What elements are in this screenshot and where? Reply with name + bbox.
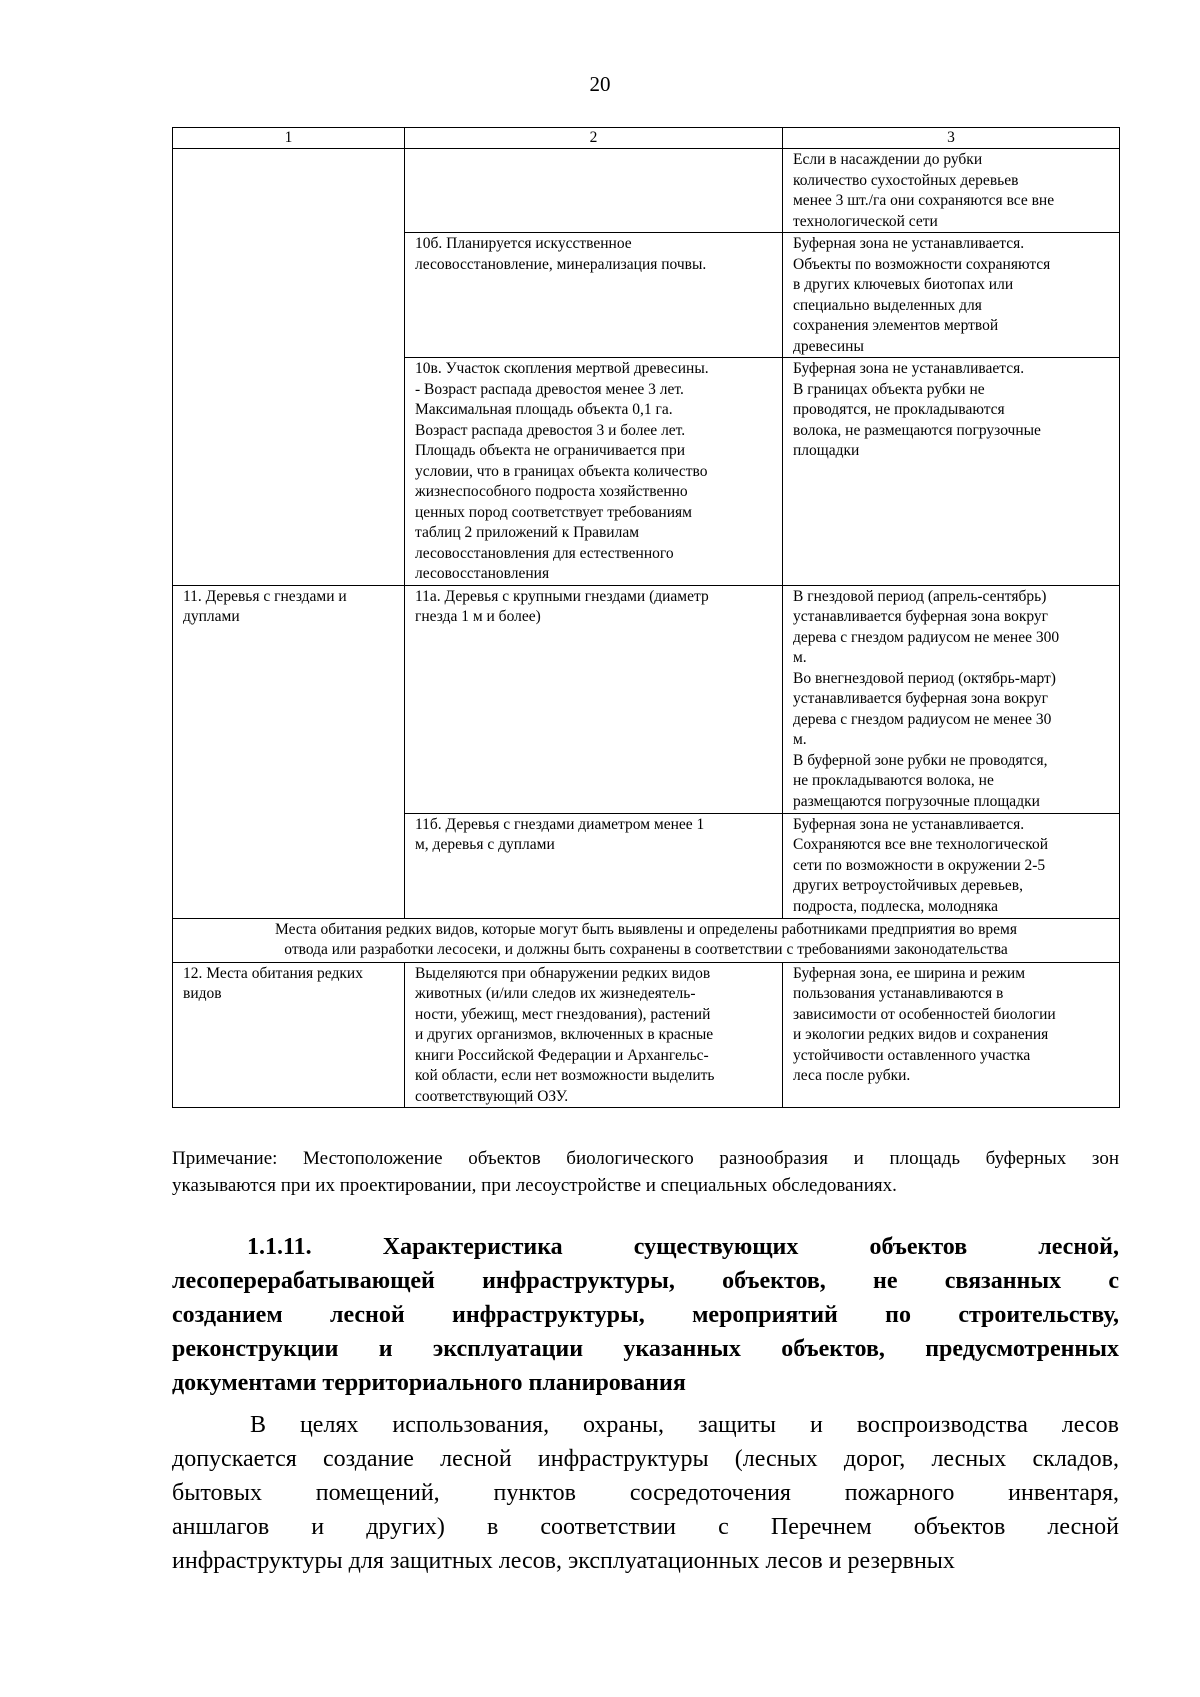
table-cell	[783, 962, 1120, 1108]
text-line: Если в насаждении до рубки	[793, 151, 983, 168]
text-line: пользования устанавливаются в	[793, 985, 1004, 1002]
col-header-2: 2	[405, 128, 783, 149]
text-line: книги Российской Федерации и Архангельс-	[415, 1046, 709, 1064]
text-line: проводятся, не прокладываются	[793, 401, 1005, 418]
text-line: устанавливается буферная зона вокруг	[793, 690, 1049, 707]
text-line: Возраст распада древостоя 3 и более лет.	[415, 421, 686, 439]
table-cell	[173, 962, 405, 1108]
text-line: зависимости от особенностей биологии	[793, 1005, 1056, 1023]
text-line: лесоперерабатывающей инфраструктуры, объектов, не связанных с	[172, 1268, 1119, 1294]
text-line: 12. Места обитания редких	[183, 964, 363, 982]
text-line: волока, не размещаются погрузочные	[793, 421, 1041, 439]
text-line: реконструкции и эксплуатации указанных объектов, предусмотренных	[172, 1336, 1119, 1362]
text-line: лесовосстановления	[415, 565, 550, 582]
text-line: 10б. Планируется искусственное	[415, 235, 632, 252]
text-line: Места обитания редких видов, которые могут быть выявлены и определены работниками предприятия во время	[275, 920, 1017, 938]
text-line: отвода или разработки лесосеки, и должны быть сохранены в соответствии с требованиями законодательства	[284, 941, 1008, 958]
text-line: м.	[793, 649, 807, 666]
text-line: м.	[793, 731, 807, 748]
text-line: 11а. Деревья с крупными гнездами (диаметр	[415, 587, 709, 605]
table-row	[173, 962, 1120, 1108]
text-line: животных (и/или следов их жизнедеятель-	[415, 985, 696, 1002]
text-line: ности, убежищ, мест гнездования), растений	[415, 1005, 711, 1023]
table-cell	[405, 813, 783, 918]
text-line: подроста, подлеска, молодняка	[793, 897, 999, 915]
text-line: 11б. Деревья с гнездами диаметром менее 1	[415, 815, 705, 833]
text-line: технологической сети	[793, 212, 938, 230]
text-line: Примечание: Местоположение объектов биологического разнообразия и площадь буферных зон	[172, 1148, 1119, 1169]
table-span-cell	[173, 918, 1120, 962]
table-cell	[405, 358, 783, 586]
table-note	[172, 1145, 1119, 1199]
table-row	[173, 149, 1120, 233]
text-line: других ветроустойчивых деревьев,	[793, 877, 1023, 894]
text-line: условии, что в границах объекта количество	[415, 462, 708, 480]
text-line: Объекты по возможности сохраняются	[793, 255, 1051, 273]
page-number: 20	[589, 72, 611, 96]
text-line: древесины	[793, 337, 864, 355]
table-cell	[405, 585, 783, 813]
text-line: размещаются погрузочные площадки	[793, 792, 1040, 810]
text-line: устанавливается буферная зона вокруг	[793, 608, 1049, 625]
text-line: указываются при их проектировании, при лесоустройстве и специальных обследованиях.	[172, 1175, 897, 1196]
text-line: В гнездовой период (апрель-сентябрь)	[793, 587, 1047, 605]
text-line: леса после рубки.	[793, 1067, 911, 1084]
text-line: площадки	[793, 442, 860, 459]
text-line: в других ключевых биотопах или	[793, 276, 1014, 293]
body-paragraph	[172, 1408, 1119, 1578]
text-line: дерева с гнездом радиусом не менее 30	[793, 710, 1052, 728]
table-cell	[405, 962, 783, 1108]
text-line: лесовосстановления для естественного	[415, 544, 674, 562]
text-line: Буферная зона, ее ширина и режим	[793, 964, 1026, 982]
text-line: жизнеспособного подроста хозяйственно	[415, 483, 688, 500]
text-line: инфраструктуры для защитных лесов, эксплуатационных лесов и резервных	[172, 1548, 955, 1574]
text-line: видов	[183, 985, 222, 1002]
text-line: - Возраст распада древостоя менее 3 лет.	[415, 380, 684, 398]
col-header-3: 3	[783, 128, 1120, 149]
text-line: лесовосстановление, минерализация почвы.	[415, 255, 707, 273]
text-line: не прокладываются волока, не	[793, 772, 994, 789]
text-line: специально выделенных для	[793, 296, 982, 314]
table-cell	[783, 358, 1120, 586]
text-line: Выделяются при обнаружении редких видов	[415, 964, 711, 982]
text-line: дерева с гнездом радиусом не менее 300	[793, 628, 1060, 646]
text-line: Площадь объекта не ограничивается при	[415, 442, 686, 459]
text-line: 10в. Участок скопления мертвой древесины.	[415, 360, 709, 377]
text-line: менее 3 шт./га они сохраняются все вне	[793, 192, 1055, 209]
text-line: кой области, если нет возможности выделить	[415, 1067, 715, 1084]
table-cell	[783, 149, 1120, 233]
text-line: бытовых помещений, пунктов сосредоточения пожарного инвентаря,	[172, 1480, 1119, 1506]
text-line: допускается создание лесной инфраструктуры (лесных дорог, лесных складов,	[172, 1446, 1119, 1472]
text-line: Буферная зона не устанавливается.	[793, 235, 1025, 252]
table-cell	[783, 585, 1120, 813]
text-line: ценных пород соответствует требованиям	[415, 503, 692, 521]
table-cell	[783, 233, 1120, 358]
text-line: соответствующий ОЗУ.	[415, 1087, 569, 1105]
text-line: Буферная зона не устанавливается.	[793, 815, 1025, 833]
table-cell	[173, 149, 405, 586]
text-line: и других организмов, включенных в красные	[415, 1026, 714, 1043]
text-line: В границах объекта рубки не	[793, 380, 985, 398]
text-line: и экологии редких видов и сохранения	[793, 1026, 1049, 1043]
text-line: сети по возможности в окружении 2-5	[793, 856, 1046, 874]
text-line: 11. Деревья с гнездами и	[183, 587, 347, 605]
text-line: созданием лесной инфраструктуры, мероприятий по строительству,	[172, 1302, 1119, 1328]
text-line: документами территориального планирования	[172, 1370, 686, 1396]
table-cell	[405, 233, 783, 358]
text-line: дуплами	[183, 608, 240, 625]
text-line: Во внегнездовой период (октябрь-март)	[793, 669, 1056, 687]
text-line: гнезда 1 м и более)	[415, 608, 541, 625]
text-line: устойчивости оставленного участка	[793, 1046, 1031, 1064]
text-line: количество сухостойных деревьев	[793, 171, 1019, 189]
table-cell	[405, 149, 783, 233]
table-row	[173, 918, 1120, 962]
section-heading	[172, 1230, 1119, 1400]
text-line: м, деревья с дуплами	[415, 836, 555, 853]
text-line: В буферной зоне рубки не проводятся,	[793, 751, 1048, 769]
text-line: аншлагов и других) в соответствии с Перечнем объектов лесной	[172, 1514, 1119, 1540]
table-cell	[173, 585, 405, 918]
col-header-1: 1	[173, 128, 405, 149]
biodiversity-table	[172, 127, 1120, 1108]
text-line: В целях использования, охраны, защиты и воспроизводства лесов	[250, 1412, 1119, 1438]
table-row	[173, 585, 1120, 813]
text-line: Максимальная площадь объекта 0,1 га.	[415, 401, 673, 418]
text-line: таблиц 2 приложений к Правилам	[415, 524, 640, 541]
table-cell	[783, 813, 1120, 918]
text-line: Сохраняются все вне технологической	[793, 836, 1049, 853]
table-header-row	[173, 128, 1120, 149]
text-line: 1.1.11. Характеристика существующих объектов лесной,	[247, 1234, 1119, 1260]
text-line: Буферная зона не устанавливается.	[793, 360, 1025, 377]
text-line: сохранения элементов мертвой	[793, 317, 999, 334]
